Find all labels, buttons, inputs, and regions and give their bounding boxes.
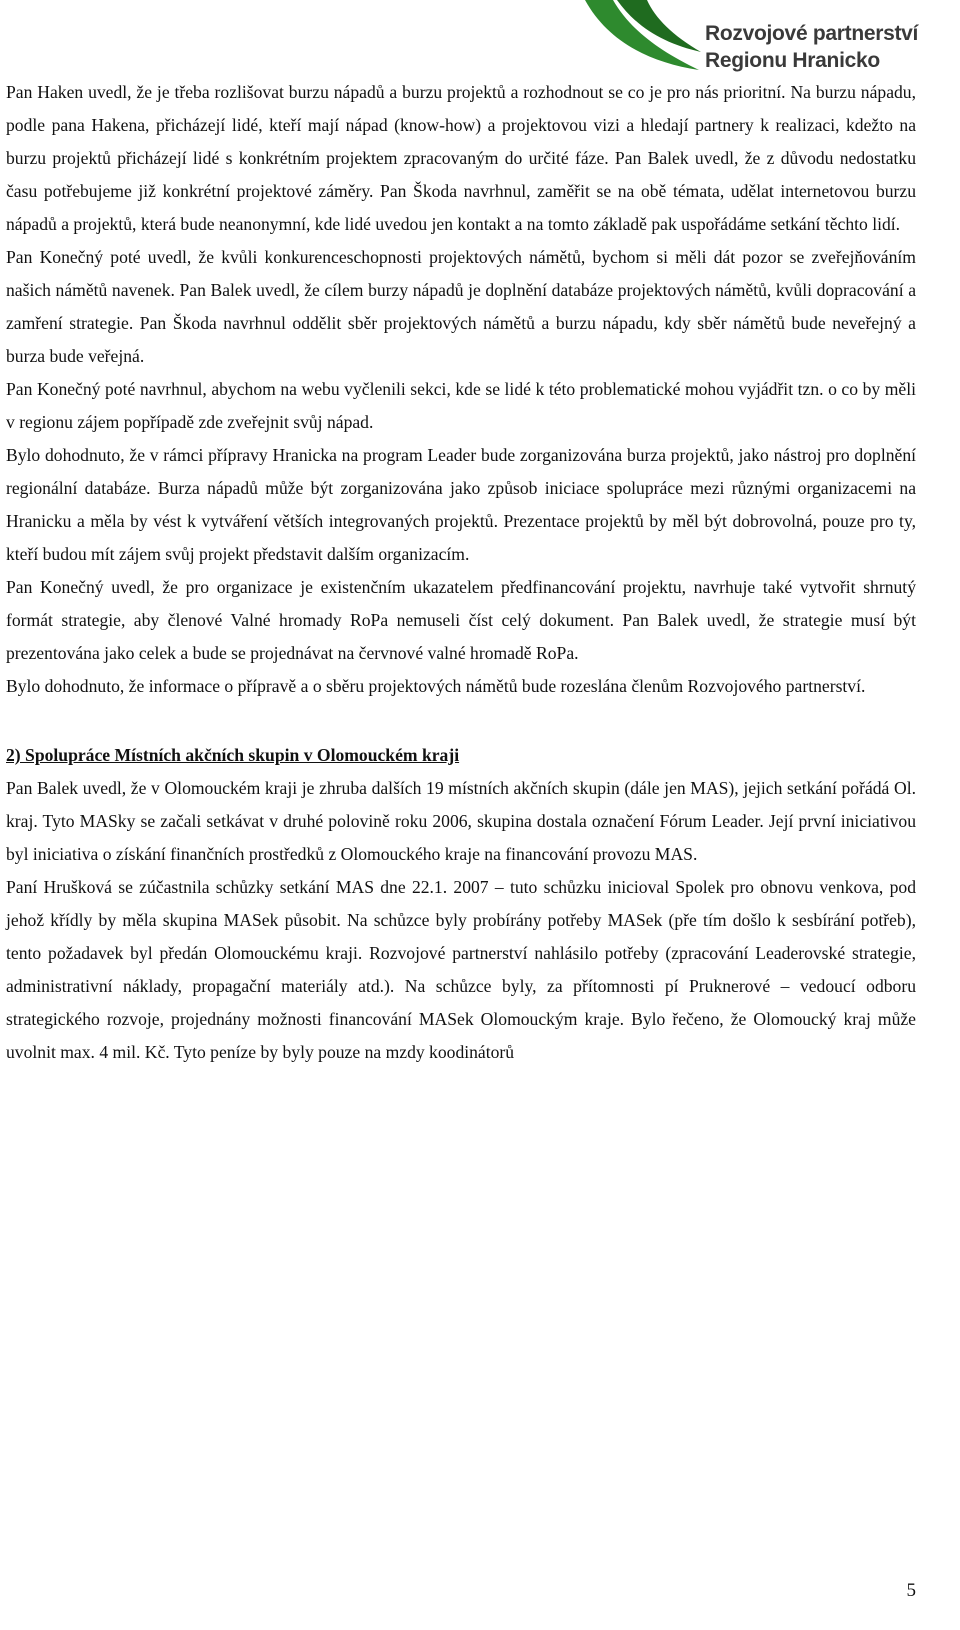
section-heading: 2) Spolupráce Místních akčních skupin v Olomouckém kraji xyxy=(6,745,460,765)
logo-title-line1: Rozvojové partnerství xyxy=(705,22,919,45)
logo-title-line2: Regionu Hranicko xyxy=(705,49,880,72)
paragraph: Pan Haken uvedl, že je třeba rozlišovat burzu nápadů a burzu projektů a rozhodnout se co je pro nás prioritní. Na burzu nápadu, podle pana Hakena, přicházejí lidé, kteří mají nápad (know-how) a projektovou vizi a hledají partnery k realizaci, kdežto na burzu projektů přicházejí lidé s konkrétním projektem zpracovaným do určité fáze. Pan Balek uvedl, že z důvodu nedostatku času potřebujeme již konkrétní projektové záměry. Pan Škoda navrhnul, zaměřit se na obě témata, udělat internetovou burzu nápadů a projektů, která bude neanonymní, kde lidé uvedou jen kontakt a na tomto základě pak uspořádáme setkání těchto lidí. xyxy=(6,82,916,234)
paragraph: Pan Konečný poté uvedl, že kvůli konkurenceschopnosti projektových námětů, bychom si měli dát pozor se zveřejňováním našich námětů navenek. Pan Balek uvedl, že cílem burzy nápadů je doplnění databáze projektových námětů, kvůli dopracování a zamření strategie. Pan Škoda navrhnul oddělit sběr projektových námětů a burzu nápadu, kdy sběr námětů bude neveřejný a burza bude veřejná. xyxy=(6,247,916,366)
paragraph: Paní Hrušková se zúčastnila schůzky setkání MAS dne 22.1. 2007 – tuto schůzku inicioval Spolek pro obnovu venkova, pod jehož křídly by měla skupina MASek působit. Na schůzce byly probírány potřeby MASek (pře tím došlo k sesbírání potřeb), tento požadavek byl předán Olomouckému kraji. Rozvojové partnerství nahlásilo potřeby (zpracování Leaderovské strategie, administrativní náklady, propagační materiály atd.). Na schůzce byly, za přítomnosti pí Pruknerové – vedoucí odboru strategického rozvoje, projednány možnosti financování MASek Olomouckým kraje. Bylo řečeno, že Olomoucký kraj může uvolnit max. 4 mil. Kč. Tyto peníze by byly pouze na mzdy koodinátorů xyxy=(6,877,916,1062)
paragraph: Pan Balek uvedl, že v Olomouckém kraji je zhruba dalších 19 místních akčních skupin (dále jen MAS), jejich setkání pořádá Ol. kraj. Tyto MASky se začali setkávat v druhé polovině roku 2006, skupina dostala označení Fórum Leader. Její první iniciativou byl iniciativa o získání finančních prostředků z Olomouckého kraje na financování provozu MAS. xyxy=(6,778,916,864)
paragraph: Bylo dohodnuto, že informace o přípravě a o sběru projektových námětů bude rozeslána členům Rozvojového partnerství. xyxy=(6,676,866,696)
paragraph: Pan Konečný uvedl, že pro organizace je existenčním ukazatelem předfinancování projektu, navrhuje také vytvořit shrnutý formát strategie, aby členové Valné hromady RoPa nemuseli číst celý dokument. Pan Balek uvedl, že strategie musí být prezentována jako celek a bude se projednávat na červnové valné hromadě RoPa. xyxy=(6,577,916,663)
logo xyxy=(577,0,917,78)
page-number: 5 xyxy=(906,1580,916,1601)
green-leaf-emblem-icon xyxy=(577,0,707,78)
paragraph: Bylo dohodnuto, že v rámci přípravy Hranicka na program Leader bude zorganizována burza projektů, jako nástroj pro doplnění regionální databáze. Burza nápadů může být zorganizována jako způsob iniciace spolupráce mezi různými organizacemi na Hranicku a měla by vést k vytváření větších integrovaných projektů. Prezentace projektů by měl být dobrovolná, pouze pro ty, kteří budou mít zájem svůj projekt představit dalším organizacím. xyxy=(6,445,916,564)
paragraph: Pan Konečný poté navrhnul, abychom na webu vyčlenili sekci, kde se lidé k této problematické mohou vyjádřit tzn. o co by měli v regionu zájem popřípadě zde zveřejnit svůj nápad. xyxy=(6,379,916,432)
document-body xyxy=(6,76,916,1069)
